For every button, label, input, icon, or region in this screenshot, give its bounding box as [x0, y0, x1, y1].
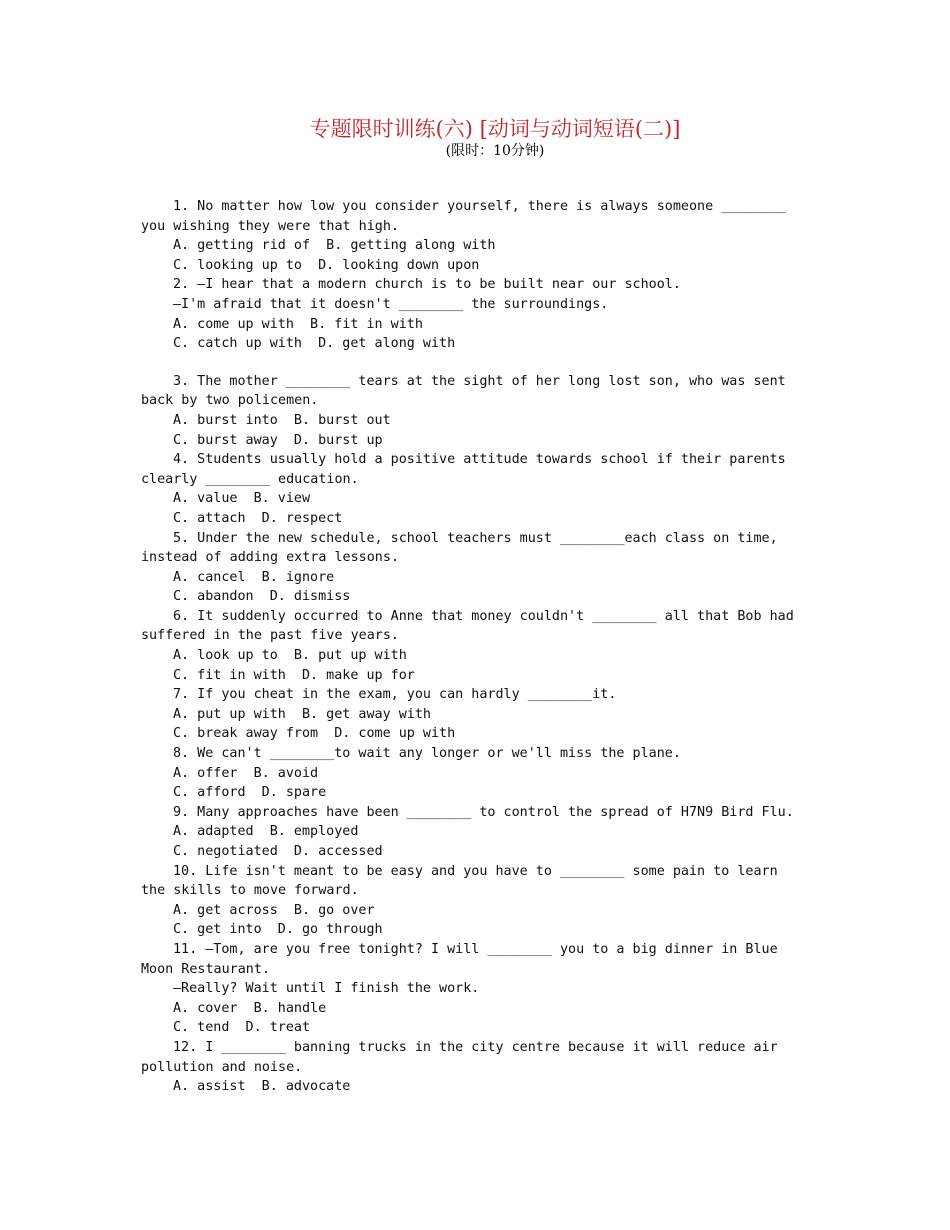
option-line: C. afford D. spare — [173, 785, 327, 801]
option-line: A. assist B. advocate — [173, 1079, 351, 1095]
question-12 — [141, 1038, 811, 1097]
question-text: you wishing they were that high. — [141, 218, 399, 234]
question-list — [141, 197, 811, 1097]
question-text: 2. —I hear that a modern church is to be built near our school. — [173, 277, 681, 293]
option-line: C. catch up with D. get along with — [173, 336, 456, 352]
question-text: 8. We can't ________to wait any longer or we'll miss the plane. — [173, 746, 681, 762]
question-3 — [141, 372, 811, 450]
option-line: A. adapted B. employed — [173, 824, 359, 840]
question-4 — [141, 450, 811, 528]
question-text: 1. No matter how low you consider yourself, there is always someone ________ — [173, 199, 786, 214]
question-text: suffered in the past five years. — [141, 628, 399, 644]
question-text: —I'm afraid that it doesn't ________ the surroundings. — [173, 296, 609, 312]
question-text: 4. Students usually hold a positive attitude towards school if their parents — [173, 452, 786, 468]
spacer — [141, 354, 811, 372]
question-text: 11. —Tom, are you free tonight? I will ________ you to a big dinner in Blue — [173, 941, 778, 957]
question-text: 3. The mother ________ tears at the sight of her long lost son, who was sent — [173, 373, 786, 389]
question-text: instead of adding extra lessons. — [141, 550, 399, 566]
question-text: 7. If you cheat in the exam, you can hardly ________it. — [173, 687, 617, 703]
option-line: A. come up with B. fit in with — [173, 316, 423, 332]
question-text: —Really? Wait until I finish the work. — [173, 981, 480, 997]
option-line: C. attach D. respect — [173, 510, 343, 526]
option-line: C. abandon D. dismiss — [173, 589, 351, 605]
question-1 — [141, 197, 811, 275]
question-7 — [141, 685, 811, 744]
question-text: back by two policemen. — [141, 393, 319, 409]
option-line: A. burst into B. burst out — [173, 412, 391, 428]
question-11 — [141, 940, 811, 1038]
option-line: A. look up to B. put up with — [173, 648, 407, 664]
time-limit: (限时：10分钟) — [445, 143, 545, 159]
question-9 — [141, 803, 811, 862]
question-5 — [141, 529, 811, 607]
option-line: A. getting rid of B. getting along with — [173, 238, 496, 254]
option-line: A. get across B. go over — [173, 902, 375, 918]
option-line: C. looking up to D. looking down upon — [173, 257, 480, 273]
question-2 — [141, 275, 811, 353]
option-line: C. burst away D. burst up — [173, 432, 383, 448]
question-text: 5. Under the new schedule, school teachers must ________each class on time, — [173, 530, 778, 546]
question-10 — [141, 862, 811, 940]
page-title: 专题限时训练(六) [动词与动词短语(二)] — [309, 117, 681, 141]
question-8 — [141, 744, 811, 803]
question-text: pollution and noise. — [141, 1059, 303, 1075]
option-line: A. put up with B. get away with — [173, 706, 431, 722]
option-line: A. cancel B. ignore — [173, 569, 335, 585]
option-line: C. fit in with D. make up for — [173, 667, 415, 683]
question-text: 9. Many approaches have been ________ to control the spread of H7N9 Bird Flu. — [173, 804, 794, 820]
option-line: C. negotiated D. accessed — [173, 844, 383, 859]
option-line: C. get into D. go through — [173, 922, 383, 938]
question-text: Moon Restaurant. — [141, 961, 270, 977]
option-line: A. cover B. handle — [173, 1000, 327, 1016]
question-text: 6. It suddenly occurred to Anne that money couldn't ________ all that Bob had — [173, 608, 794, 624]
question-text: clearly ________ education. — [141, 471, 359, 487]
question-text: 12. I ________ banning trucks in the city centre because it will reduce air — [173, 1039, 778, 1055]
option-line: A. value B. view — [173, 491, 311, 507]
option-line: C. tend D. treat — [173, 1020, 311, 1036]
option-line: A. offer B. avoid — [173, 765, 319, 781]
question-text: the skills to move forward. — [141, 883, 359, 899]
question-text: 10. Life isn't meant to be easy and you have to ________ some pain to learn — [173, 863, 778, 879]
option-line: C. break away from D. come up with — [173, 726, 456, 742]
question-6 — [141, 607, 811, 685]
